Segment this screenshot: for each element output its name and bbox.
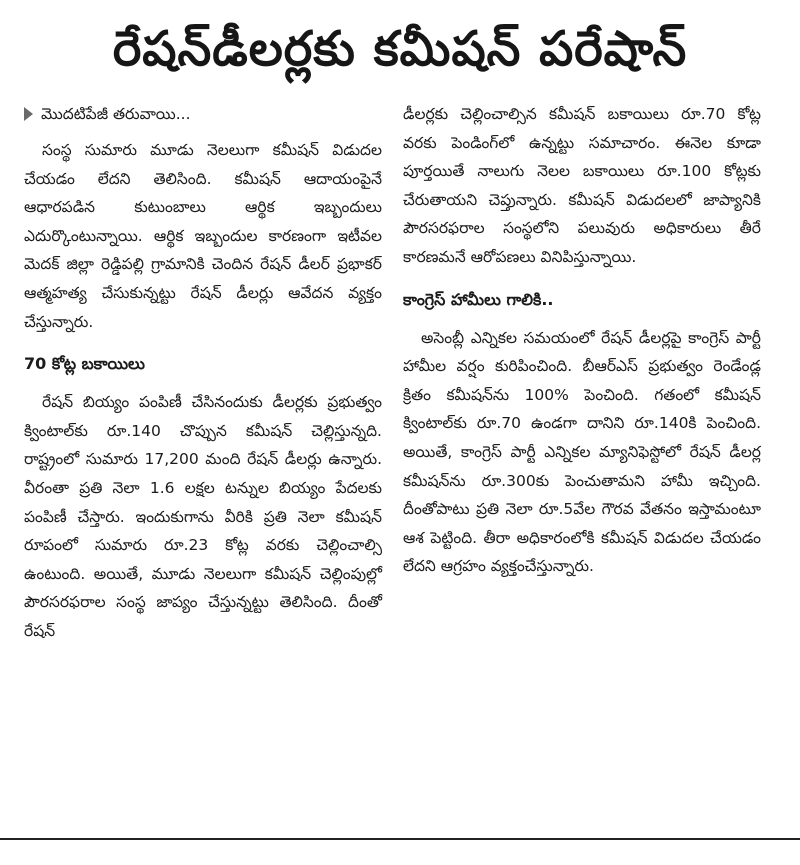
- continuation-label: మొదటిపేజీ తరువాయి...: [41, 105, 191, 123]
- left-paragraph-2: రేషన్ బియ్యం పంపిణీ చేసినందుకు డీలర్లకు ప్రభుత్వం క్వింటాల్‌కు రూ.140 చొప్పున కమీషన్ చెల్లిస్తున్నది. రాష్ట్రంలో సుమారు 17,200 మంది రేషన్ డీలర్లు ఉన్నారు. వీరంతా ప్రతి నెలా 1.6 లక్షల టన్నుల బియ్యం పేదలకు పంపిణీ చేస్తారు. ఇందుకుగాను వీరికి ప్రతి నెలా కమీషన్ రూపంలో సుమారు రూ.23 కోట్ల వరకు చెల్లించాల్సి ఉంటుంది. అయితే, మూడు నెలలుగా కమీషన్ చెల్లింపుల్లో పౌరసరఫరాల సంస్థ జాప్యం చేస్తున్నట్టు తెలిసింది. దీంతో రేషన్: [24, 393, 382, 640]
- right-paragraph-2: అసెంబ్లీ ఎన్నికల సమయంలో రేషన్ డీలర్లపై కాంగ్రెస్ పార్టీ హామీల వర్షం కురిపించింది. బీఆర్ఎస్ ప్రభుత్వం రెండేండ్ల క్రితం కమీషన్‌ను 100% పెంచింది. గతంలో కమీషన్ క్వింటాల్‌కు రూ.70 ఉండగా దానిని రూ.140కి పెంచింది. అయితే, కాంగ్రెస్ పార్టీ ఎన్నికల మ్యానిఫెస్టోలో రేషన్ డీలర్ల కమీషన్‌ను రూ.300కు పెంచుతామని హామీ ఇచ్చింది. దీంతోపాటు ప్రతి నెలా రూ.5వేల గౌరవ వేతనం ఇస్తామంటూ ఆశ పెట్టింది. తీరా అధికారంలోకి కమీషన్ విడుదల చేయడం లేదని ఆగ్రహం వ్యక్తంచేస్తున్నారు.: [403, 328, 761, 576]
- subheading-congress-promises: కాంగ్రెస్ హామీలు గాలికి..: [403, 289, 554, 309]
- left-paragraph-1: సంస్థ సుమారు మూడు నెలలుగా కమీషన్ విడుదల చేయడం లేదని తెలిసింది. కమీషన్ ఆదాయంపైనే ఆధారపడిన కుటుంబాలు ఆర్థిక ఇబ్బందులు ఎదుర్కొంటున్నాయి. ఆర్థిక ఇబ్బందుల కారణంగా ఇటీవల మెదక్ జిల్లా రెడ్డిపల్లి గ్రామానికి చెందిన రేషన్ డీలర్ ప్రభాకర్ ఆత్మహత్య చేసుకున్నట్టు రేషన్ డీలర్లు ఆవేదన వ్యక్తం చేస్తున్నారు.: [24, 141, 382, 331]
- chevron-right-icon: [24, 107, 33, 121]
- right-paragraph-1: డీలర్లకు చెల్లించాల్సిన కమీషన్ బకాయిలు రూ.70 కోట్ల వరకు పెండింగ్‌లో ఉన్నట్టు సమాచారం. ఈనెల కూడా పూర్తయితే నాలుగు నెలల బకాయిలు రూ.100 కోట్లకు చేరుతాయని చెప్తున్నారు. కమీషన్ విడుదలలో జాప్యానికి పౌరసరఫరాల సంస్థలోని పలువురు అధికారులు తీరే కారణమనే ఆరోపణలు వినిపిస్తున్నాయి.: [403, 105, 761, 266]
- continuation-line: [24, 100, 382, 128]
- headline: రేషన్‌డీలర్లకు కమీషన్ పరేషాన్: [112, 21, 688, 77]
- right-column: [403, 100, 761, 581]
- left-column: [24, 100, 382, 646]
- bottom-divider: [0, 838, 800, 840]
- subheading-70-crore: 70 కోట్ల బకాయిలు: [24, 354, 145, 374]
